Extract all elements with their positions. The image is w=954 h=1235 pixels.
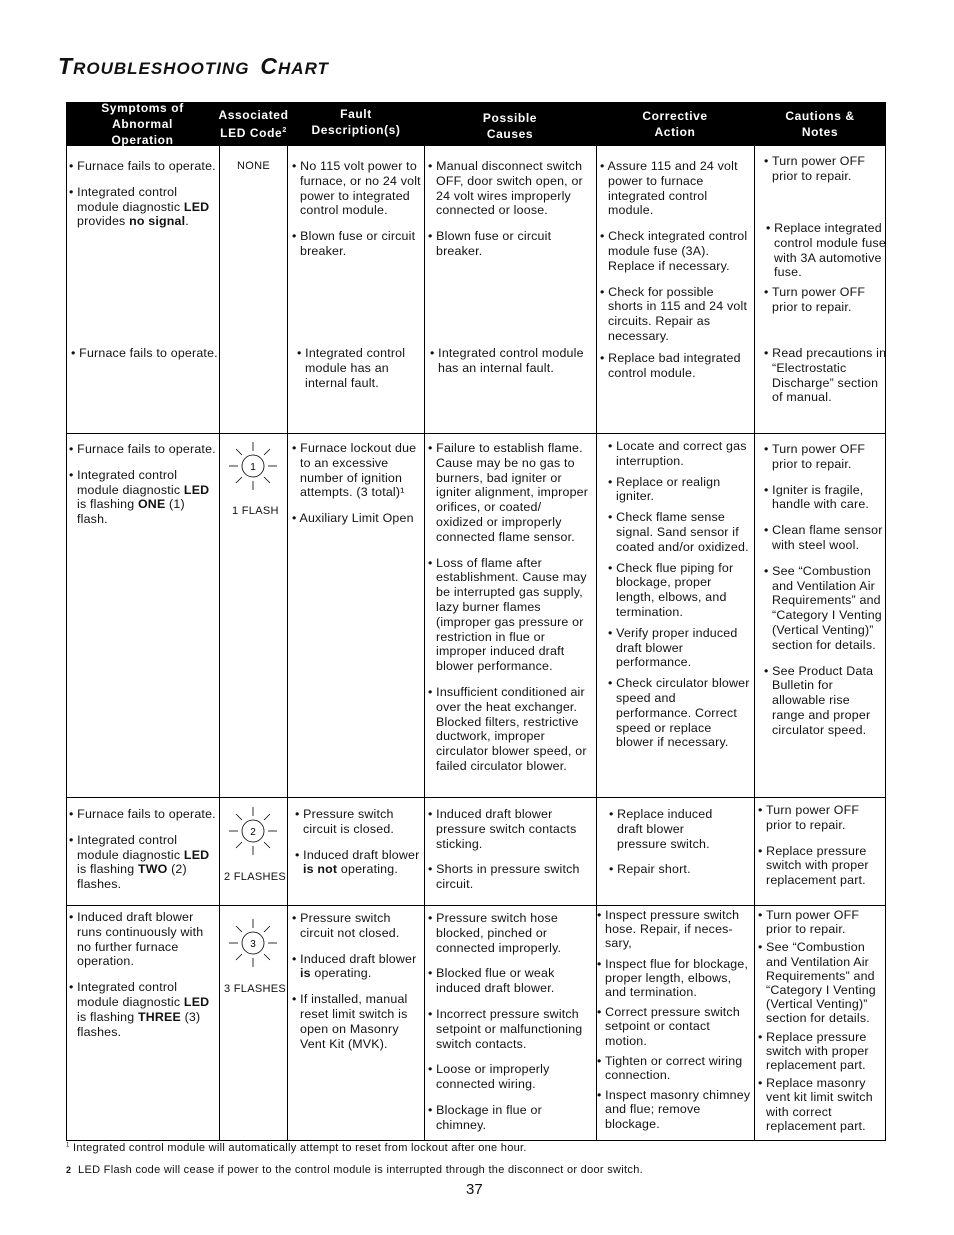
action-item: • Check flue piping for blockage, proper length, elbows, and termination. <box>608 560 734 619</box>
table-cell-causes <box>428 441 590 774</box>
svg-text:1: 1 <box>250 462 256 473</box>
cause-item: • Incorrect pressure switch setpoint or malfunctioning switch contacts. <box>428 1006 583 1051</box>
caution-item: • Replace pressure switch with proper replacement part. <box>758 1029 869 1073</box>
table-cell-symptoms <box>69 442 219 527</box>
title-rest-1: ROUBLESHOOTING <box>73 59 250 78</box>
caution-item: • Read precautions in “Electrostatic Discharge” section of manual. <box>764 346 887 405</box>
caution-item: • See “Combustion and Ventilation Air Requirements” and “Category I Venting (Vertical Venting)” section for details. <box>764 563 882 652</box>
table-cell-fault <box>292 159 422 390</box>
fault-item: • Auxiliary Limit Open <box>292 511 414 526</box>
fault-item: • Blown fuse or circuit breaker. <box>292 229 416 258</box>
symptom-item: • Furnace fails to operate. <box>69 807 216 821</box>
fault-item: • Pressure switch circuit not closed. <box>292 911 400 940</box>
cause-item: • Loose or improperly connected wiring. <box>428 1062 550 1092</box>
action-item: • Inspect pressure switch hose. Repair, if neces-sary, <box>597 908 740 951</box>
svg-text:2: 2 <box>250 827 256 838</box>
cause-item: • Blown fuse or circuit breaker. <box>428 229 552 258</box>
action-item: • Correct pressure switch setpoint or contact motion. <box>597 1005 740 1048</box>
title-rest-2: HART <box>278 59 329 78</box>
caution-item: • Turn power OFF prior to repair. <box>764 154 866 183</box>
action-item: • Repair short. <box>609 862 691 877</box>
table-cell-fault <box>295 807 423 877</box>
action-item: • Replace induced draft blower pressure switch. <box>609 807 713 851</box>
caution-item: • Turn power OFF prior to repair. <box>764 442 866 471</box>
col-divider <box>424 146 425 1140</box>
title-initial-2: C <box>260 53 279 79</box>
cause-item: • Blocked flue or weak induced draft blower. <box>428 966 555 996</box>
header-symptoms: Symptoms of Abnormal Operation <box>101 101 184 147</box>
caution-item: • Turn power OFF prior to repair. <box>758 803 860 832</box>
table-cell-action <box>609 807 729 877</box>
cause-item: • Induced draft blower pressure switch contacts sticking. <box>428 807 577 851</box>
col-divider <box>754 146 755 1140</box>
table-cell-causes <box>428 911 590 1133</box>
action-item: • Check for possible shorts in 115 and 24 volt circuits. Repair as necessary. <box>600 284 748 343</box>
cause-item: • Manual disconnect switch OFF, door switch open, or 24 volt wires improperly connected or loose. <box>428 159 583 218</box>
svg-text:3: 3 <box>250 939 256 950</box>
table-cell-symptoms <box>69 807 219 892</box>
col-divider <box>219 146 220 1140</box>
action-item: • Check integrated control module fuse (3A). Replace if necessary. <box>600 229 748 273</box>
table-cell-cautions <box>764 154 887 405</box>
action-item: • Assure 115 and 24 volt power to furnace integrated control module. <box>600 159 738 218</box>
led-code-none: NONE <box>237 160 270 172</box>
caution-item: • Replace pressure switch with proper replacement part. <box>758 843 869 888</box>
action-item: • Tighten or correct wiring connection. <box>597 1053 743 1083</box>
action-item: • Locate and correct gas interruption. <box>608 439 747 468</box>
led-flash-icon <box>227 805 281 859</box>
symptom-item: • Integrated control module diagnostic LED provides no signal. <box>69 184 210 229</box>
led-code-label: 1 FLASH <box>232 505 279 517</box>
table-cell-cautions <box>758 908 884 1133</box>
led-code-label: 2 FLASHES <box>224 871 287 883</box>
table-cell-action <box>600 159 750 380</box>
action-item: • Inspect flue for blockage, proper length, elbows, and termination. <box>597 956 749 1000</box>
symptom-item: • Induced draft blower runs continuously with no further furnace operation. <box>69 910 204 969</box>
cause-item: • Failure to establish flame. Cause may be no gas to burners, bad igniter or igniter alignment, improper orifices, or coated/ oxidized or improperly connected flame sensor. <box>428 441 589 544</box>
symptom-item: • Furnace fails to operate. <box>71 346 218 360</box>
table-cell-cautions <box>764 442 884 738</box>
symptom-item: • Furnace fails to operate. <box>69 442 216 456</box>
fault-item: • Integrated control module has an internal fault. <box>297 346 406 390</box>
fault-item: • Furnace lockout due to an excessive number of ignition attempts. (3 total)¹ <box>292 441 417 500</box>
table-cell-action <box>608 439 752 750</box>
cause-item: • Blockage in flue or chimney. <box>428 1102 542 1132</box>
caution-item: • See Product Data Bulletin for allowable rise range and proper circulator speed. <box>764 663 874 737</box>
caution-item: • Replace masonry vent kit limit switch with correct replacement part. <box>758 1076 873 1133</box>
cause-item: • Integrated control module has an internal fault. <box>430 346 584 375</box>
fault-item: • If installed, manual reset limit switch is open on Masonry Vent Kit (MVK). <box>292 992 408 1051</box>
fault-item: • Pressure switch circuit is closed. <box>295 807 395 836</box>
title-initial-1: T <box>58 53 74 79</box>
table-cell-symptoms <box>69 910 219 1039</box>
table-cell-causes <box>428 159 590 375</box>
row-divider <box>66 797 886 798</box>
header-causes: Possible Causes <box>482 111 538 141</box>
cause-item: • Shorts in pressure switch circuit. <box>428 862 580 892</box>
symptom-item: • Integrated control module diagnostic LED is flashing TWO (2) flashes. <box>69 832 210 892</box>
page-number: 37 <box>466 1181 483 1198</box>
caution-item: • Replace integrated control module fuse with 3A automotive fuse. <box>766 221 886 280</box>
led-flash-icon <box>227 917 281 971</box>
caution-item: • See “Combustion and Ventilation Air Requirements” and “Category I Venting (Vertical Venting)” section for details. <box>758 940 876 1026</box>
action-item: • Check flame sense signal. Sand sensor if coated and/or oxidized. <box>608 510 749 554</box>
row-divider <box>66 433 886 434</box>
header-action: Corrective Action <box>642 109 708 139</box>
symptom-item: • Furnace fails to operate. <box>69 159 216 173</box>
action-item: • Inspect masonry chimney and flue; remove blockage. <box>597 1088 751 1131</box>
symptom-item: • Integrated control module diagnostic LED is flashing ONE (1) flash. <box>69 467 210 527</box>
table-cell-causes <box>428 807 590 892</box>
cause-item: • Insufficient conditioned air over the heat exchanger. Blocked filters, restrictive ductwork, improper circulator blower speed, or failed circulator blower. <box>428 684 587 773</box>
caution-item: • Clean flame sensor with steel wool. <box>764 523 883 552</box>
symptom-item: • Integrated control module diagnostic LED is flashing THREE (3) flashes. <box>69 980 210 1039</box>
action-item: • Verify proper induced draft blower performance. <box>608 625 738 670</box>
fault-item: • Induced draft blower is operating. <box>292 951 417 981</box>
page-title <box>58 53 329 80</box>
caution-item: • Igniter is fragile, handle with care. <box>764 482 870 512</box>
table-cell-symptoms <box>69 159 219 360</box>
action-item: • Replace or realign igniter. <box>608 474 721 504</box>
table-cell-fault <box>292 911 422 1051</box>
action-item: • Check circulator blower speed and performance. Correct speed or replace blower if necessary. <box>608 676 750 750</box>
header-led-code: Associated LED Code$^2$ <box>218 108 289 140</box>
header-fault: Fault Description(s) <box>311 107 401 137</box>
cause-item: • Pressure switch hose blocked, pinched or connected improperly. <box>428 911 562 955</box>
led-code-label: 3 FLASHES <box>224 983 287 995</box>
table-cell-fault <box>292 441 422 526</box>
cause-item: • Loss of flame after establishment. Cause may be interrupted gas supply, lazy burner flames (improper gas pressure or restriction in flue or improper induced draft blower performance. <box>428 555 587 674</box>
caution-item: • Turn power OFF prior to repair. <box>764 285 866 314</box>
header-cautions: Cautions & Notes <box>785 109 855 139</box>
footnote-1: $^1$ Integrated control module will automatically attempt to reset from lockout after one hour. <box>66 1142 527 1154</box>
fault-item: • No 115 volt power to furnace, or no 24 volt power to integrated control module. <box>292 159 421 218</box>
row-divider <box>66 905 886 906</box>
fault-item: • Induced draft blower is not operating. <box>295 847 420 877</box>
footnote-2: 2 LED Flash code will cease if power to the control module is interrupted through the disconnect or door switch. <box>66 1164 643 1176</box>
led-flash-icon <box>227 440 281 494</box>
caution-item: • Turn power OFF prior to repair. <box>758 908 860 937</box>
table-cell-cautions <box>758 803 884 888</box>
table-cell-action <box>597 908 753 1131</box>
col-divider <box>287 146 288 1140</box>
action-item: • Replace bad integrated control module. <box>600 350 741 380</box>
